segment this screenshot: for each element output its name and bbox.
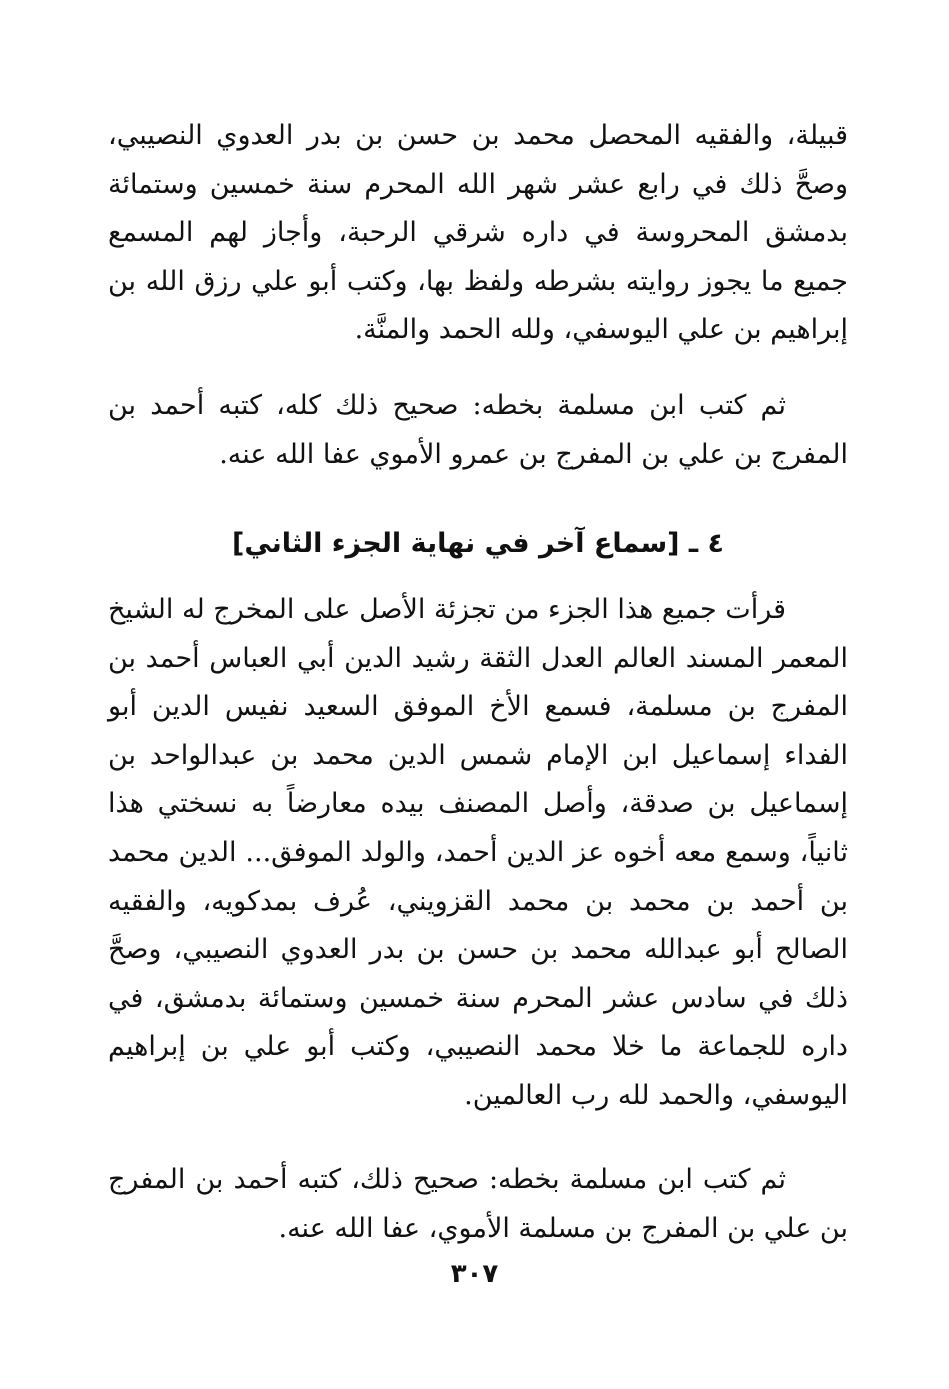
paragraph-ibn-maslama-note-1: ثم كتب ابن مسلمة بخطه: صحيح ذلك كله، كتبه أحمد بن المفرج بن علي بن المفرج بن عمرو الأموي عفا الله عنه. <box>108 390 848 470</box>
paragraph-ibn-maslama-note-2: ثم كتب ابن مسلمة بخطه: صحيح ذلك، كتبه أحمد بن المفرج بن علي بن المفرج بن مسلمة الأموي، عفا الله عنه. <box>108 1164 848 1244</box>
paragraph-sama-record: قرأت جميع هذا الجزء من تجزئة الأصل على المخرج له الشيخ المعمر المسند العالم العدل الثقة رشيد الدين أبي العباس أحمد بن المفرج بن مسلمة، فسمع الأخ الموفق السعيد نفيس الدين أبو الفداء إسماعيل ابن الإمام شمس الدين محمد بن عبدالواحد بن إسماعيل بن صدقة، وأصل المصنف بيده معارضاً به نسختي هذا ثانياً، وسمع معه أخوه عز الدين أحمد، والولد الموفق... الدين محمد بن أحمد بن محمد بن محمد القزويني، عُرف بمدكويه، والفقيه الصالح أبو عبدالله محمد بن حسن بن بدر العدوي النصيبي، وصحَّ ذلك في سادس عشر المحرم سنة خمسين وستمائة بدمشق، في داره للجماعة ما خلا محمد النصيبي، وكتب أبو علي بن إبراهيم اليوسفي، والحمد لله رب العالمين. <box>108 594 849 1111</box>
page-number: ٣٠٧ <box>450 1259 499 1289</box>
paragraph-sama-continuation: قبيلة، والفقيه المحصل محمد بن حسن بن بدر العدوي النصيبي، وصحَّ ذلك في رابع عشر شهر الله المحرم سنة خمسين وستمائة بدمشق المحروسة في داره شرقي الرحبة، وأجاز لهم المسمع جميع ما يجوز روايته بشرطه ولفظ بها، وكتب أبو علي رزق الله بن إبراهيم بن علي اليوسفي، ولله الحمد والمنَّة. <box>108 120 849 346</box>
section-heading: ٤ ـ [سماع آخر في نهاية الجزء الثاني] <box>231 528 724 559</box>
